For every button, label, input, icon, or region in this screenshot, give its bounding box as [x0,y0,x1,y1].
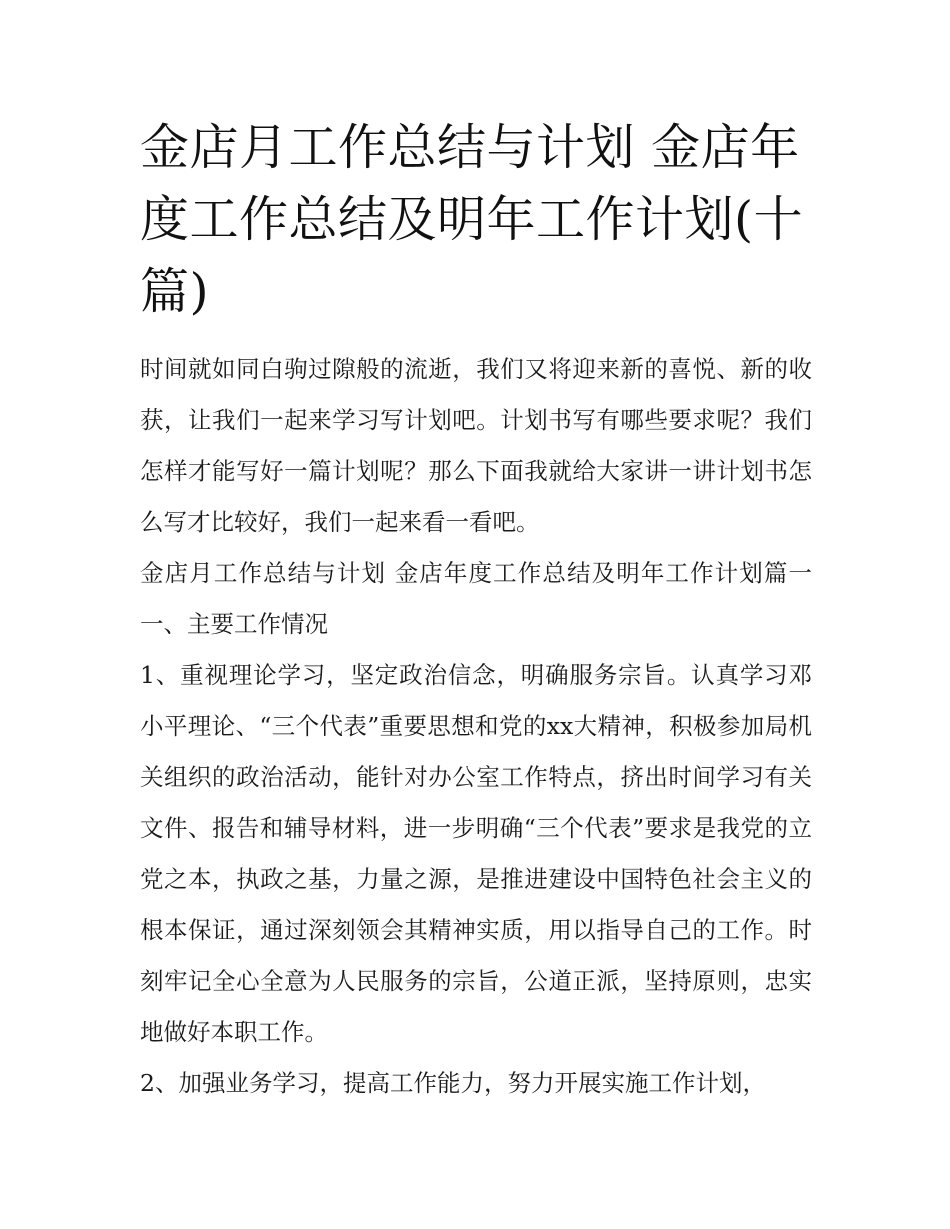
item-1-paragraph: 1、重视理论学习，坚定政治信念，明确服务宗旨。认真学习邓小平理论、“三个代表”重要思想和党的xx大精神，积极参加局机关组织的政治活动，能针对办公室工作特点，挤出时间学习有关文件、报告和辅导材料，进一步明确“三个代表”要求是我党的立党之本，执政之基，力量之源，是推进建设中国特色社会主义的根本保证，通过深刻领会其精神实质，用以指导自己的工作。时刻牢记全心全意为人民服务的宗旨，公道正派，坚持原则，忠实地做好本职工作。 [140,661,812,1046]
document-body [140,344,812,1109]
document-content [140,112,812,1109]
intro-paragraph: 时间就如同白驹过隙般的流逝，我们又将迎来新的喜悦、新的收获，让我们一起来学习写计划吧。计划书写有哪些要求呢？我们怎样才能写好一篇计划呢？那么下面我就给大家讲一讲计划书怎么写才比较好，我们一起来看一看吧。 [140,355,812,536]
item-2-paragraph: 2、加强业务学习，提高工作能力，努力开展实施工作计划， [140,1069,766,1097]
document-title: 金店月工作总结与计划 金店年度工作总结及明年工作计划(十篇) [140,119,804,320]
section-heading-paragraph: 金店月工作总结与计划 金店年度工作总结及明年工作计划篇一 一、主要工作情况 [140,559,812,638]
